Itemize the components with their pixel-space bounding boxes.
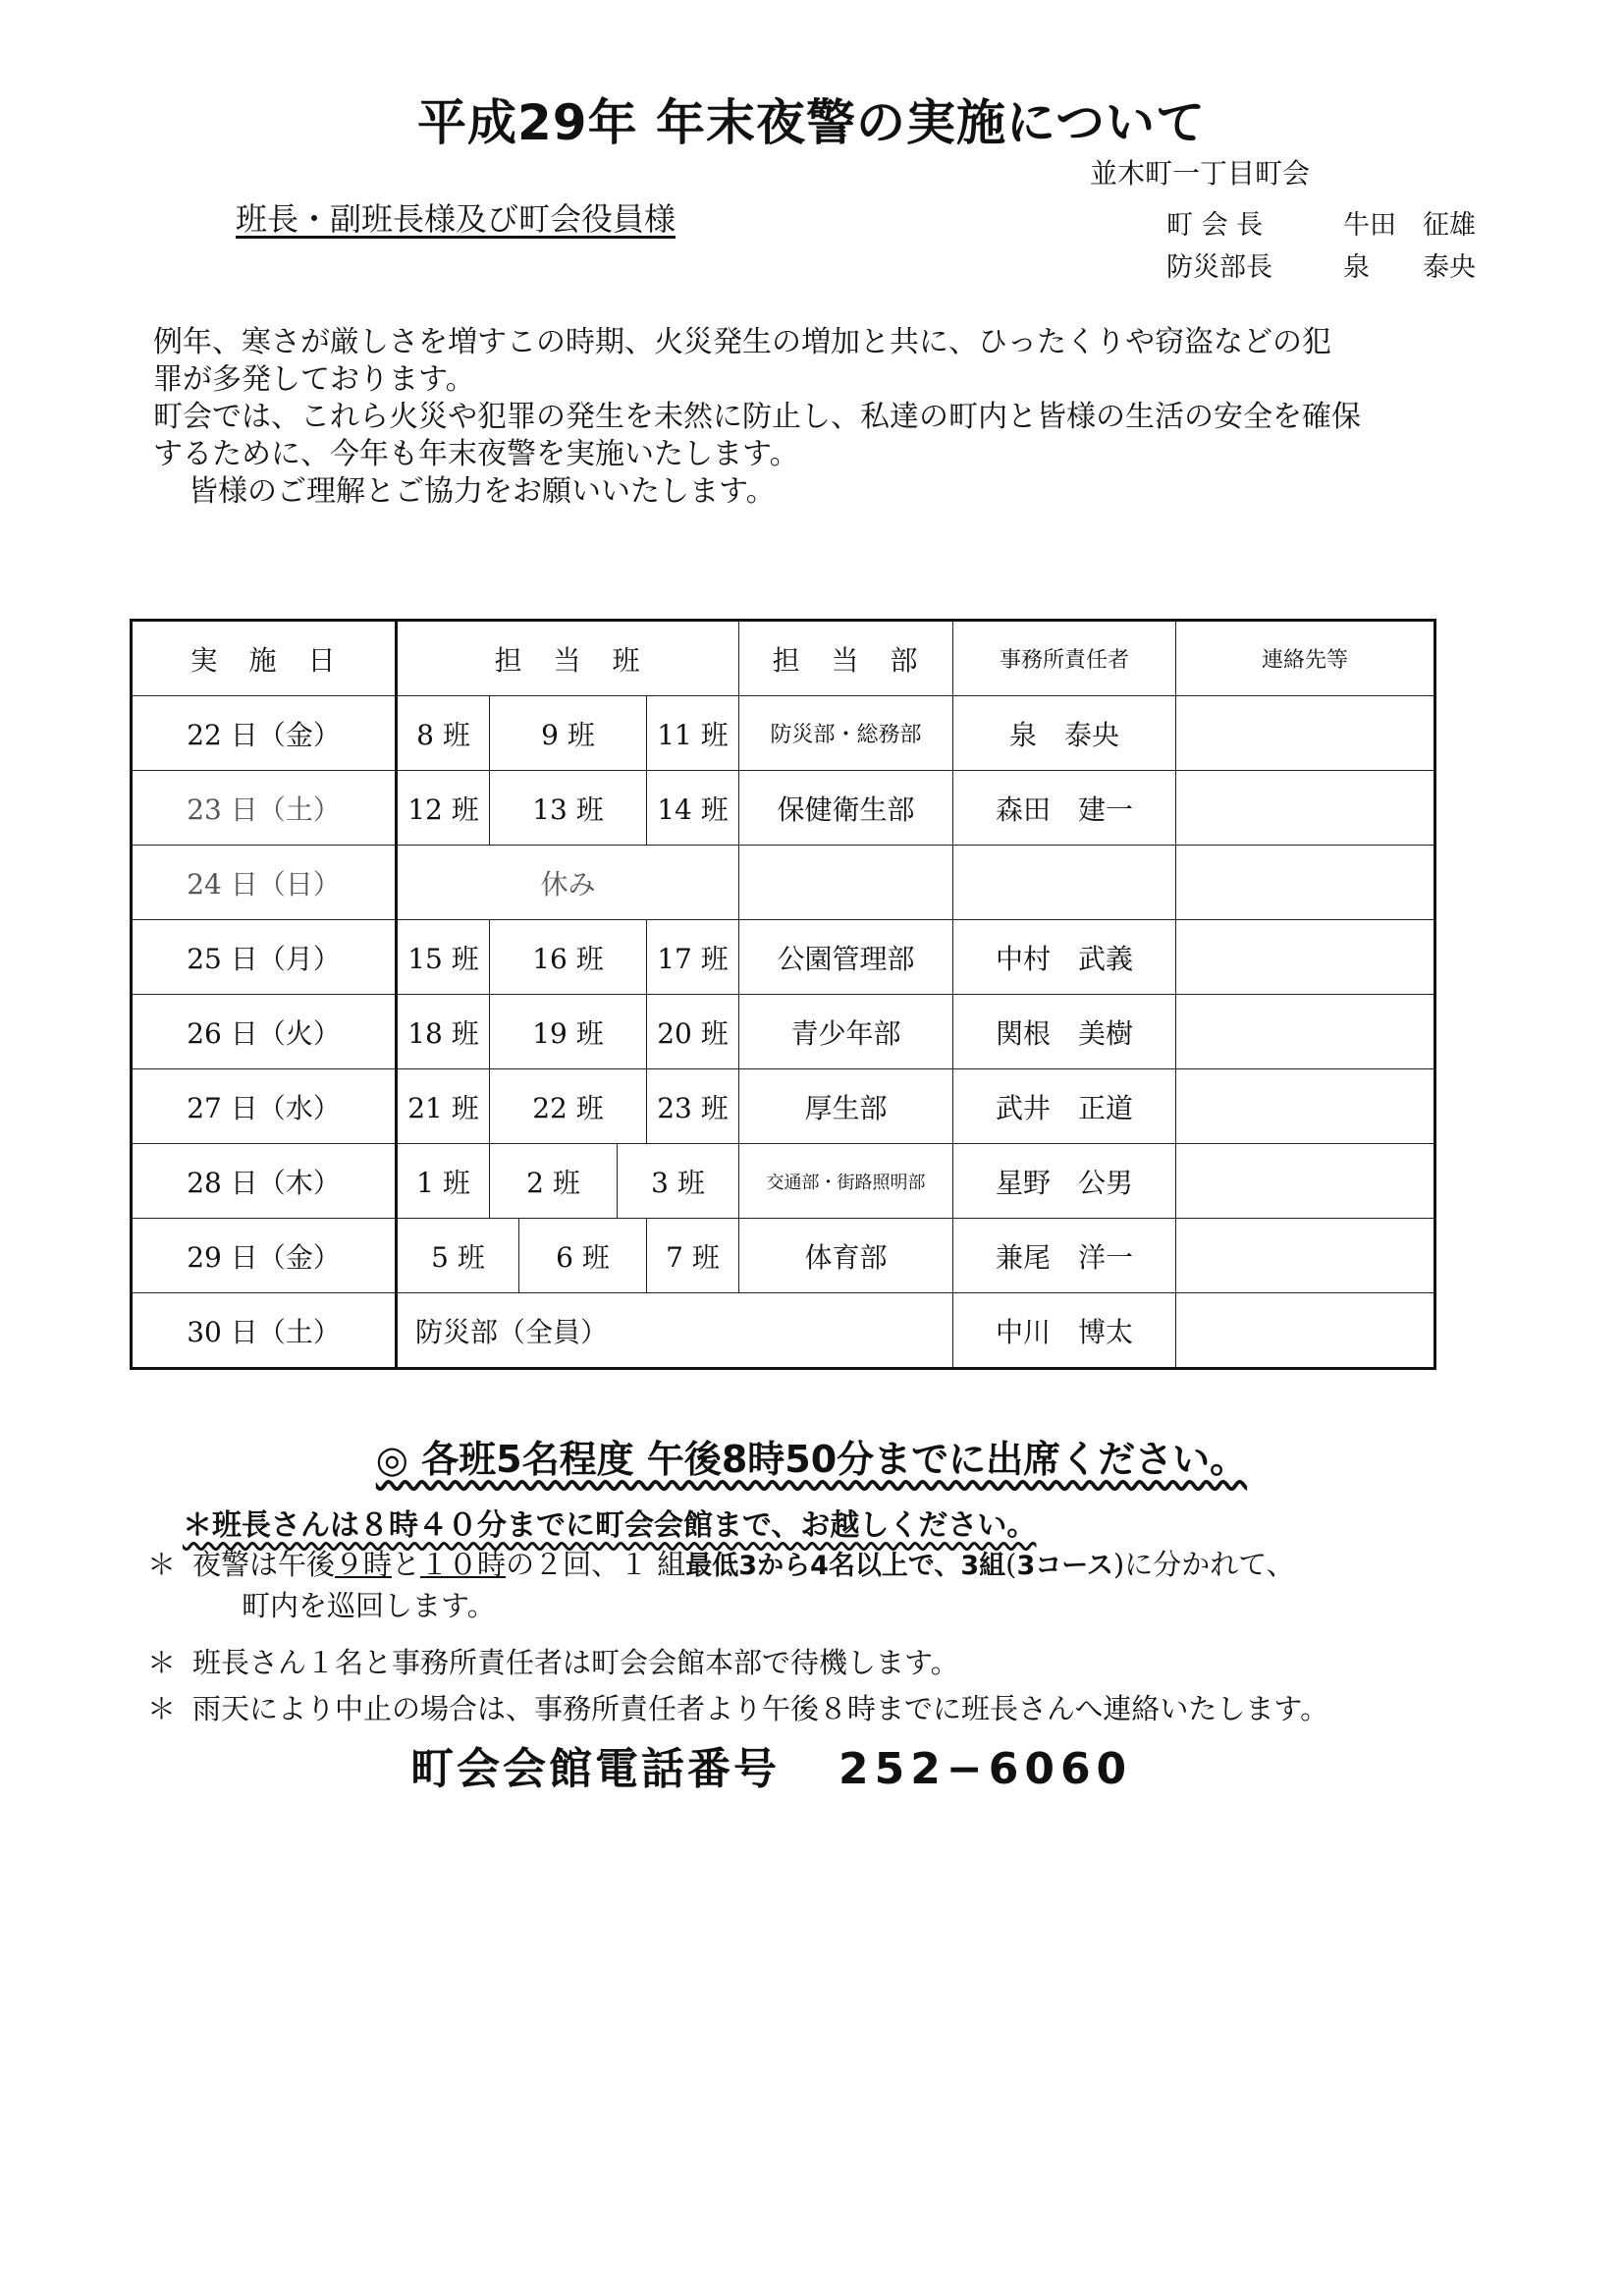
team-cell: 5 班 <box>397 1219 519 1293</box>
table-header-row <box>132 621 1435 696</box>
note-text: と <box>392 1548 421 1581</box>
note-text: 班長さん１名と事務所責任者は町会会館本部で待機します。 <box>192 1646 959 1679</box>
note-text: 最低3から4名以上で、3組 <box>685 1551 1006 1581</box>
contact-cell <box>1176 1219 1435 1293</box>
contact-cell <box>1176 696 1435 771</box>
dept-cell: 保健衛生部 <box>739 771 953 846</box>
team-cell: 7 班 <box>647 1219 739 1293</box>
table-row <box>132 1293 1435 1369</box>
contact-cell <box>1176 995 1435 1069</box>
dept-cell: 青少年部 <box>739 995 953 1069</box>
date-cell: 28 日（木） <box>132 1144 397 1219</box>
team-cell: 23 班 <box>647 1069 739 1144</box>
contact-cell <box>1176 1293 1435 1369</box>
table-row <box>132 696 1435 771</box>
team-cell: 14 班 <box>647 771 739 846</box>
table-row <box>132 1219 1435 1293</box>
note-text: 夜警は午後 <box>192 1548 336 1581</box>
dept-cell: 公園管理部 <box>739 920 953 995</box>
note-text: に分かれて、 <box>1124 1548 1295 1581</box>
schedule-table <box>130 619 1436 1370</box>
manager-cell: 兼尾 洋一 <box>953 1219 1176 1293</box>
team-cell: 20 班 <box>647 995 739 1069</box>
note-text: 町内を巡回します。 <box>242 1589 496 1622</box>
rest-day-cell: 休み <box>397 846 739 920</box>
date-cell: 29 日（金） <box>132 1219 397 1293</box>
manager-cell: 泉 泰央 <box>953 696 1176 771</box>
manager-cell: 中川 博太 <box>953 1293 1176 1369</box>
dept-cell: 交通部・街路照明部 <box>739 1144 953 1219</box>
header-manager: 事務所責任者 <box>953 621 1176 696</box>
team-cell: 11 班 <box>647 696 739 771</box>
asterisk-icon: ＊ <box>147 1692 177 1725</box>
manager-cell: 中村 武義 <box>953 920 1176 995</box>
header-date: 実 施 日 <box>132 621 397 696</box>
header-contact: 連絡先等 <box>1176 621 1435 696</box>
note-rain <box>147 1689 1522 1728</box>
team-cell: 12 班 <box>397 771 490 846</box>
phone-line <box>410 1733 1132 1796</box>
attendance-headline: ◎ 各班5名程度 午後8時50分までに出席ください。 <box>375 1438 1248 1481</box>
table-row <box>132 846 1435 920</box>
contact-cell <box>1176 920 1435 995</box>
page-title: 平成29年 年末夜警の実施について <box>417 94 1206 151</box>
note-standby <box>147 1643 1522 1682</box>
manager-cell: 武井 正道 <box>953 1069 1176 1144</box>
dept-cell <box>739 846 953 920</box>
manager-cell: 森田 建一 <box>953 771 1176 846</box>
intro-line: 皆様のご理解とご協力をお願いいたします。 <box>189 474 776 509</box>
team-cell: 2 班 <box>490 1144 618 1219</box>
manager-cell <box>953 846 1176 920</box>
signatory-role: 防災部長 <box>1166 252 1272 283</box>
contact-cell <box>1176 846 1435 920</box>
recipient-line: 班長・副班長様及び町会役員様 <box>236 200 676 238</box>
team-cell: 13 班 <box>490 771 647 846</box>
manager-cell: 関根 美樹 <box>953 995 1176 1069</box>
note-text: の２回、１ 組 <box>506 1548 686 1581</box>
dept-cell: 体育部 <box>739 1219 953 1293</box>
note-text: 3コース <box>1016 1551 1113 1581</box>
table-row <box>132 995 1435 1069</box>
contact-cell <box>1176 771 1435 846</box>
dept-cell: 厚生部 <box>739 1069 953 1144</box>
team-cell: 6 班 <box>519 1219 647 1293</box>
intro-line: 例年、寒さが厳しさを増すこの時期、火災発生の増加と共に、ひったくりや窃盗などの犯 <box>153 325 1331 359</box>
signatory-role: 町 会 長 <box>1166 210 1264 241</box>
table-row <box>132 771 1435 846</box>
signatory-name: 泉 泰央 <box>1343 252 1476 283</box>
table-row <box>132 1144 1435 1219</box>
team-cell: 1 班 <box>397 1144 490 1219</box>
team-cell: 18 班 <box>397 995 490 1069</box>
contact-cell <box>1176 1069 1435 1144</box>
signatory-name: 牛田 征雄 <box>1343 210 1476 241</box>
dept-cell: 防災部・総務部 <box>739 696 953 771</box>
organization-name: 並木町一丁目町会 <box>1090 157 1311 190</box>
intro-line: するために、今年も年末夜警を実施いたします。 <box>153 437 799 471</box>
contact-cell <box>1176 1144 1435 1219</box>
team-cell: 15 班 <box>397 920 490 995</box>
team-cell: 19 班 <box>490 995 647 1069</box>
note-text: ) <box>1112 1548 1125 1581</box>
phone-label: 町会会館電話番号 <box>410 1744 780 1794</box>
team-cell: 8 班 <box>397 696 490 771</box>
note-text: １０時 <box>420 1548 507 1581</box>
team-cell: 16 班 <box>490 920 647 995</box>
intro-line: 町会では、これら火災や犯罪の発生を未然に防止し、私達の町内と皆様の生活の安全を確保 <box>153 400 1361 434</box>
note-patrol <box>147 1545 1522 1625</box>
asterisk-icon: ＊ <box>147 1646 177 1679</box>
table-row <box>132 920 1435 995</box>
note-text: ( <box>1005 1548 1017 1581</box>
date-cell: 24 日（日） <box>132 846 397 920</box>
intro-line: 罪が多発しております。 <box>153 362 475 397</box>
date-cell: 23 日（土） <box>132 771 397 846</box>
phone-number: 252−6060 <box>839 1744 1133 1794</box>
header-dept: 担 当 部 <box>739 621 953 696</box>
header-teams: 担 当 班 <box>397 621 739 696</box>
team-cell: 21 班 <box>397 1069 490 1144</box>
team-cell: 3 班 <box>618 1144 739 1219</box>
note-text: 雨天により中止の場合は、事務所責任者より午後８時までに班長さんへ連絡いたします。 <box>192 1692 1329 1725</box>
date-cell: 26 日（火） <box>132 995 397 1069</box>
note-text: ９時 <box>335 1548 393 1581</box>
intro-text <box>153 324 1498 511</box>
manager-cell: 星野 公男 <box>953 1144 1176 1219</box>
date-cell: 22 日（金） <box>132 696 397 771</box>
all-members-cell: 防災部（全員） <box>397 1293 953 1369</box>
date-cell: 27 日（水） <box>132 1069 397 1144</box>
date-cell: 30 日（土） <box>132 1293 397 1369</box>
team-cell: 22 班 <box>490 1069 647 1144</box>
table-row <box>132 1069 1435 1144</box>
team-cell: 9 班 <box>490 696 647 771</box>
leader-note: ＊班長さんは８時４０分までに町会会館まで、お越しください。 <box>183 1508 1037 1543</box>
asterisk-icon: ＊ <box>147 1548 177 1581</box>
team-cell: 17 班 <box>647 920 739 995</box>
date-cell: 25 日（月） <box>132 920 397 995</box>
